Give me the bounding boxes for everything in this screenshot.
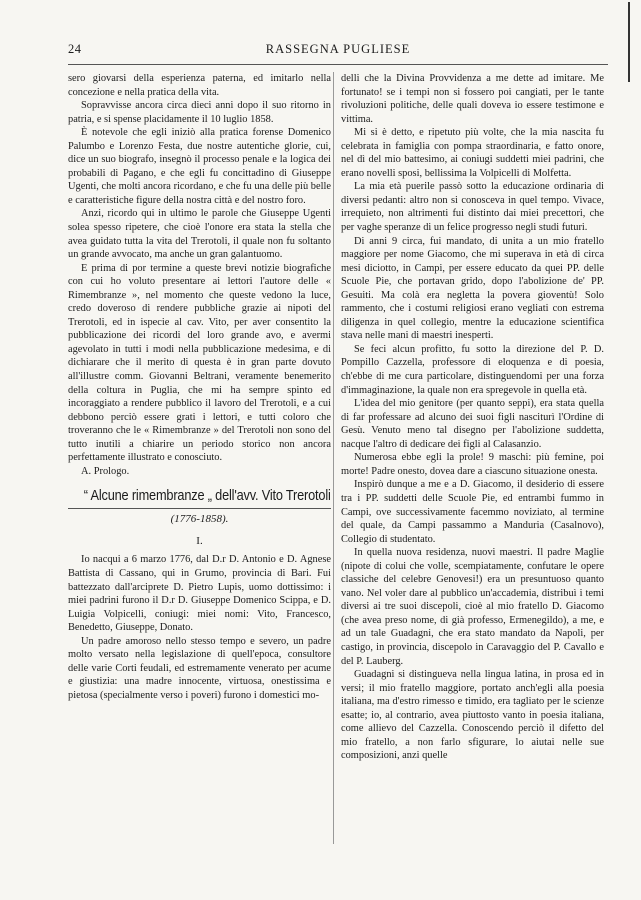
paragraph: Sopravvisse ancora circa dieci anni dopo il suo ritorno in patria, e si spense placidamente il 10 luglio 1858. (68, 100, 331, 125)
paragraph: delli che la Divina Provvidenza a me dette ad imitare. Me fortunato! se i tempi non si fossero poi cangiati, per le tante rivoluzioni politiche, delle quali doveva io essere testimone e vittima. (341, 73, 604, 125)
page-number: 24 (68, 42, 82, 56)
paragraph: Un padre amoroso nello stesso tempo e severo, un padre molto versato nella legislazione di quell'epoca, consultore delle varie Corti feudali, ed estremamente venerato per acume e giustizia: una madre innocente, virtuosa, onestissima e pietosa (specialmente verso i poveri) furono i domestici mo- (68, 635, 331, 701)
paragraph: Inspirò dunque a me e a D. Giacomo, il desiderio di essere tra i PP. suddetti delle Scuole Pie, ed entrambi fummo in Campi, ove successivamente facemmo noviziato, al termine del quale, da Campi passammo a Manduria (Casalnovo), Collegio di studentato. (341, 479, 604, 545)
paragraph: Numerosa ebbe egli la prole! 9 maschi: più femine, poi morte! Padre onesto, dovea dare a ciascuno situazione onesta. (341, 452, 604, 477)
life-dates: (1776-1858). (170, 513, 229, 526)
paragraph: L'idea del mio genitore (per quanto seppi), era stata quella di far professare ad alcuno dei suoi figli nasciturì l'Ordine di Gesù. Venuto meno tal disegno per l'abolizione suddetta, nacque l'altro di dedicare dei figli al Calasanzio. (341, 398, 604, 450)
section-title: “ Alcune rimembranze „ dell'avv. Vito Trerotoli (83, 488, 331, 505)
header-rule (68, 64, 608, 65)
column-separator (333, 72, 334, 844)
chapter-number: I. (196, 535, 203, 548)
page-edge-mark (628, 2, 630, 82)
right-column (341, 72, 604, 763)
author-signature: A. Prologo. (81, 465, 130, 477)
journal-title: RASSEGNA PUGLIESE (265, 42, 411, 56)
page-header (68, 40, 608, 60)
left-column (68, 72, 331, 702)
title-rule (68, 508, 331, 509)
paragraph: Guadagni si distingueva nella lingua latina, in prosa ed in versi; il mio fratello maggiore, portato anch'egli alla poesia italiana, ma d'estro rimesso e timido, era tagliato per le scienze esatte; io, al contrario, avea piuttosto vanto in poesia italiana, come allievo del Cazzella. Conoscendo perciò il difetto del mio fratello, a non farlo sfigurare, lo aiutai nelle sue composizioni, anzi quelle (341, 669, 604, 762)
paragraph: sero giovarsi della esperienza paterna, ed imitarlo nella concezione e nella pratica della vita. (68, 73, 331, 98)
paragraph: Di anni 9 circa, fui mandato, di unita a un mio fratello maggiore per nome Giacomo, che mi superava in età di circa mesi diciotto, in Campi, per essere educato da quei PP. delle Scuole Pie, che portavan grido, dopo l'abolizione de' PP. Gesuiti. Ma colà era negletta la povera gioventù! Solo rammento, che i costumi religiosi erano vegliati con estrema diligenza in quel collegio, mentre la educazione scientifica stava nelle mani di maestri inesperti. (341, 235, 604, 342)
paragraph: Mi si è detto, e ripetuto più volte, che la mia nascita fu celebrata in famiglia con pompa straordinaria, e fatto onore, nel dì del mio battesimo, ai coniugi suddetti miei padrini, che erano novelli sposi, bellissima la Volpicelli di Molfetta. (341, 127, 604, 179)
paragraph: In quella nuova residenza, nuovi maestri. Il padre Maglie (nipote di colui che volle, scempiatamente, confutare le opere classiche del celebre Genovesi!) era un presuntuoso quanto vano. Nel voler dare al pubblico un'accademia, distribuì i temi diversi ai tre suoi discepoli, cioè al mio fratello D. Giacomo (che avea preso nome, di già professo, Ermenegildo), a me, e ad un tale Guadagni, che era stato mandato da Napoli, per castigo, in provincia, discepolo in Caravaggio del P. Cavallo e del P. Lauberg. (341, 547, 604, 667)
paragraph: È notevole che egli iniziò alla pratica forense Domenico Palumbo e Lorenzo Festa, due nostre autentiche glorie, cui, dice un suo biografo, insegnò il processo penale e la logica dei probabili di Pagano, e che egli fu concittadino di Giuseppe Ugenti, che molti ancora ricordano, e che fu una delle più belle e caratteristiche figure della nostra città e del nostro foro. (68, 127, 331, 206)
paragraph: La mia età puerile passò sotto la educazione ordinaria di diversi pedanti: altro non si conosceva in quel tempo. Vivace, irrequieto, non altrimenti fui distinto dai miei precettori, che per vaghe speranze di un felice progresso negli studi futuri. (341, 181, 604, 234)
paragraph: Io nacqui a 6 marzo 1776, dal D.r D. Antonio e D. Agnese Battista di Cassano, qui in Grumo, provincia di Bari. Fui battezzato dall'arciprete D. Pietro Lupis, uomo dottissimo: i miei padrini furono il D.r D. Giuseppe Domenico Scippa, e D. Luigia Volpicelli, coniugi: miei nomi: Vito, Francesco, Benedetto, Giuseppe, Donato. (68, 554, 331, 634)
paragraph: Anzi, ricordo qui in ultimo le parole che Giuseppe Ugenti solea spesso ripetere, che cioè l'onore era stata la stella che avea guidato tutta la vita del Trerotoli, il quale non fu soltanto un grande avvocato, ma anche un gran galantuomo. (68, 208, 331, 261)
paragraph: Se feci alcun profitto, fu sotto la direzione del P. D. Pompillo Cazzella, professore di eloquenza e di poesia, ch'ebbe di me cura particolare, distinguendomi per una forza d'immaginazione, la quale non era spregevole in quella età. (341, 343, 604, 396)
paragraph: E prima di por termine a queste brevi notizie biografiche con cui ho voluto presentare ai lettori l'autore delle « Rimembranze », nel momento che queste vedono la luce, credo doveroso di rendere pubbliche grazie ai nipoti del Trerotoli, ed in ispecie al cav. Vito, per aver consentito la pubblicazione dei ricordi del loro grande avo, e avermi agevolato in tutti i modi nella pubblicazione medesima, e di dichiarare che il merito di questa è in gran parte dovuto all'illustre comm. Giovanni Beltrani, veramente benemerito della coltura in Puglia, che mi ha sempre spinto ed incoraggiato a rendere pubblico il lavoro del Trerotoli, e a cui debbono perciò essere grati i lettori, e tutti coloro che troveranno che le « Rimembranze » del Trerotoli non sono del tutto inutili a chiarire un periodo storico non ancora perfettamente illustrato e conosciuto. (68, 262, 331, 464)
